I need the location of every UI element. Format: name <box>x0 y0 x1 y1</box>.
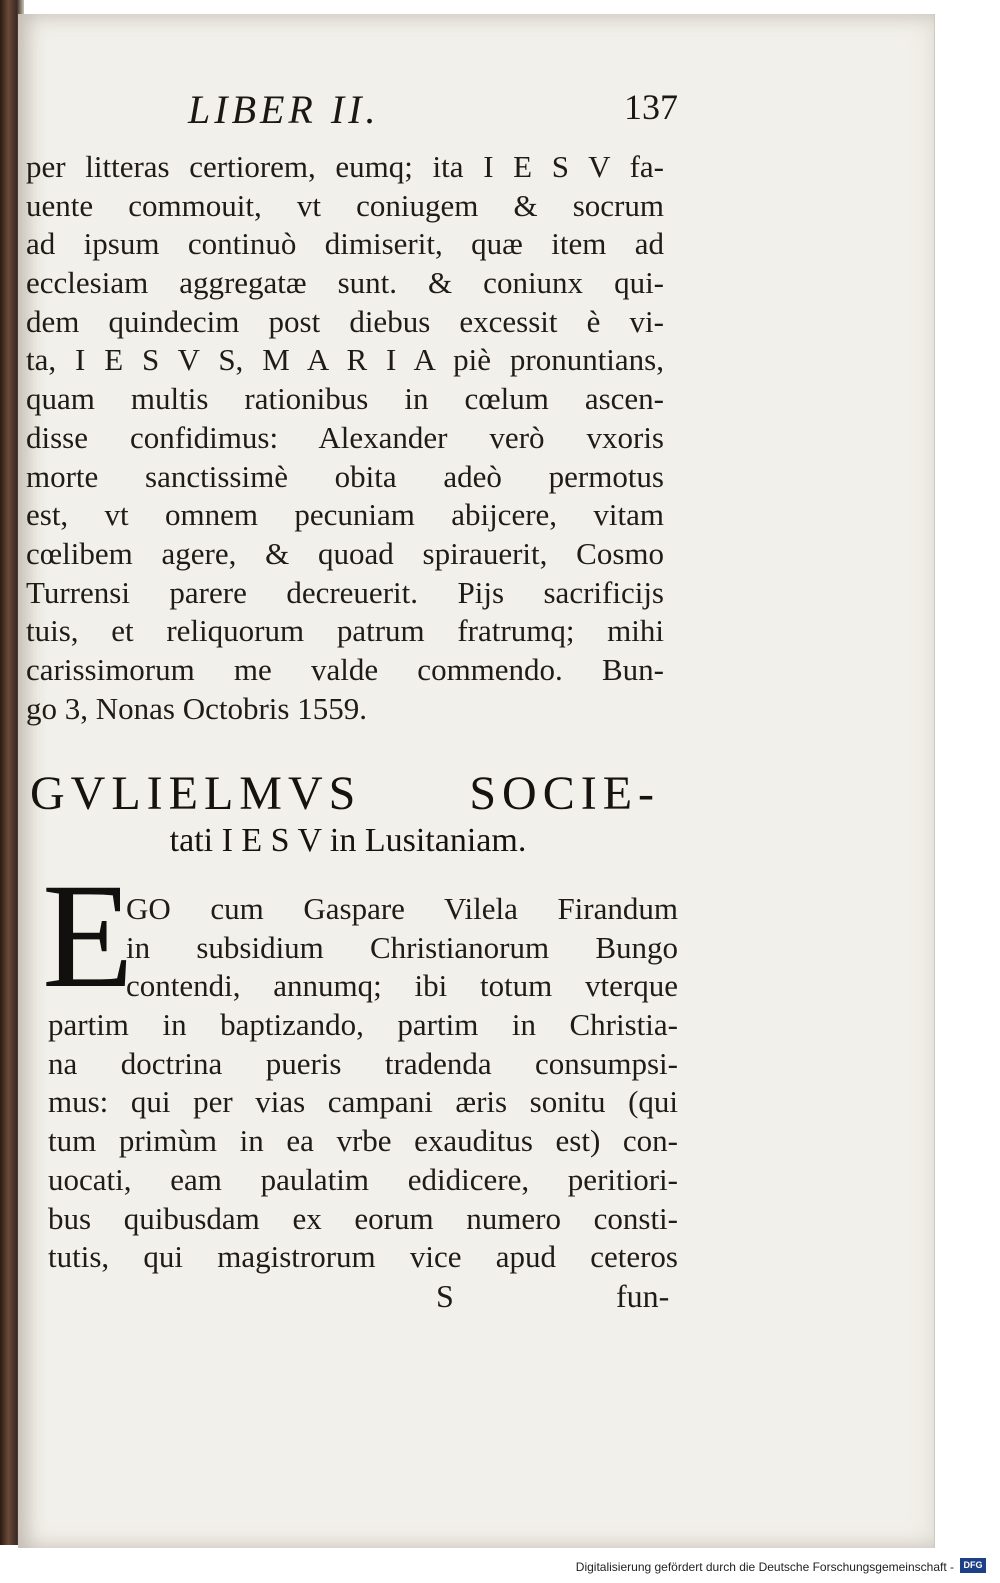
text-line: disse confidimus: Alexander verò vxoris <box>26 419 664 455</box>
text-line: uente commouit, vt coniugem & socrum <box>26 187 664 223</box>
text-line: est, vt omnem pecuniam abijcere, vitam <box>26 497 664 533</box>
book-page <box>18 14 935 1549</box>
text-line: partim in baptizando, partim in Christia- <box>48 1007 678 1043</box>
running-title: LIBER II. <box>188 87 380 132</box>
catchword: fun- <box>616 1278 670 1314</box>
text-line: tutis, qui magistrorum vice apud ceteros <box>48 1239 678 1275</box>
footer-credit: Digitalisierung gefördert durch die Deutsche Forschungsgemeinschaft - <box>575 1560 954 1574</box>
text-line: tuis, et reliquorum patrum fratrumq; mihi <box>26 613 664 649</box>
text-line: bus quibusdam ex eorum numero consti- <box>48 1200 678 1236</box>
dfg-logo: DFG <box>960 1558 986 1573</box>
text-line: ta, I E S V S, M A R I A piè pronuntians, <box>26 342 664 378</box>
text-line: per litteras certiorem, eumq; ita I E S V fa- <box>26 149 664 184</box>
text-line: cœlibem agere, & quoad spirauerit, Cosmo <box>26 535 664 571</box>
signature-mark: S <box>436 1278 454 1314</box>
text-line: uocati, eam paulatim edidicere, peritiori- <box>48 1161 678 1197</box>
text-line: Turrensi parere decreuerit. Pijs sacrificijs <box>26 574 664 610</box>
text-line: ad ipsum continuò dimiserit, quæ item ad <box>26 226 664 262</box>
text-line-dateline: go 3, Nonas Octobris 1559. <box>26 690 367 726</box>
page-header <box>188 86 678 142</box>
text-line: carissimorum me valde commendo. Bun- <box>26 651 664 687</box>
text-line: GO cum Gaspare Vilela Firandum <box>126 891 678 926</box>
text-line: quam multis rationibus in cœlum ascen- <box>26 381 664 417</box>
text-line: dem quindecim post diebus excessit è vi- <box>26 303 664 339</box>
letter-subheading: tati I E S V in Lusitaniam. <box>169 822 527 859</box>
text-line: tum primùm in ea vrbe exauditus est) con- <box>48 1123 678 1159</box>
letter-body <box>48 890 678 1277</box>
text-line: ecclesiam aggregatæ sunt. & coniunx qui- <box>26 265 664 301</box>
text-line: morte sanctissimè obita adeò permotus <box>26 458 664 494</box>
letter-heading: GVLIELMVS SOCIE- <box>30 767 660 820</box>
body-text-continued <box>26 148 664 728</box>
page-number: 137 <box>624 87 678 127</box>
text-line: contendi, annumq; ibi totum vterque <box>126 968 678 1004</box>
text-line: na doctrina pueris tradenda consumpsi- <box>48 1045 678 1081</box>
text-line: mus: qui per vias campani æris sonitu (qui <box>48 1084 678 1120</box>
text-line: in subsidium Christianorum Bungo <box>126 929 678 965</box>
digitization-footer <box>0 1548 1000 1583</box>
drop-cap-initial: E <box>42 853 134 1019</box>
